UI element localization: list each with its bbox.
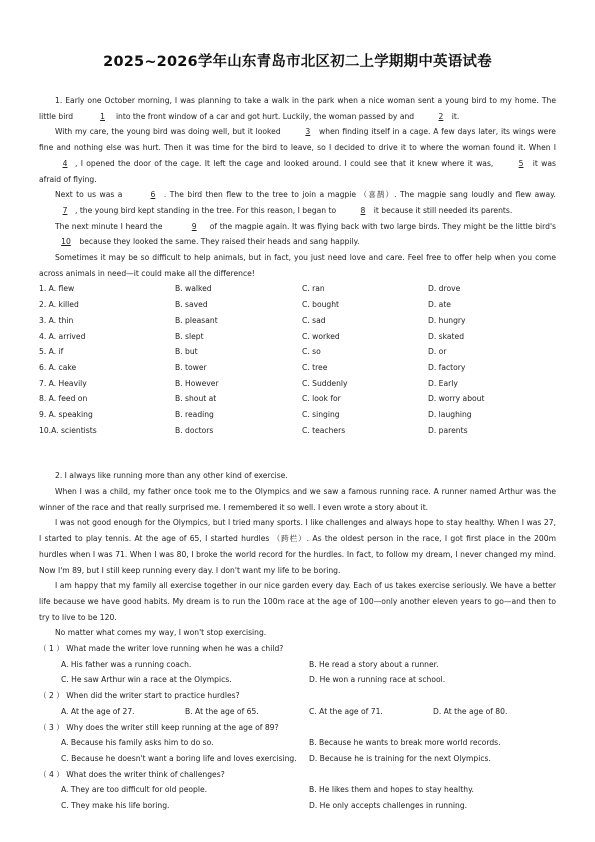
option[interactable]: D. ate <box>428 300 451 310</box>
option[interactable]: D. parents <box>428 425 468 435</box>
option[interactable]: B. slept <box>175 331 204 341</box>
question-stem: （ 2 ） When did the writer start to practice hurdles? <box>39 691 240 701</box>
option[interactable]: D. worry about <box>428 394 485 404</box>
question-3 <box>39 720 556 767</box>
option[interactable]: B. reading <box>175 409 214 419</box>
option[interactable]: C. Because he doesn't want a boring life and loves exercising. <box>61 753 297 763</box>
question-stem: （ 1 ） What made the writer love running when he was a child? <box>39 644 284 654</box>
option[interactable]: C. He saw Arthur win a race at the Olympics. <box>61 675 232 685</box>
blank-3: 3 <box>305 127 311 137</box>
blank-1: 1 <box>100 111 105 121</box>
option[interactable]: C. bought <box>302 300 340 310</box>
passage-2-paragraph-1: 2. I always like running more than any other kind of exercise. <box>55 471 288 481</box>
blank-2: 2 <box>438 111 444 121</box>
option[interactable]: B. He likes them and hopes to stay healthy. <box>309 785 474 795</box>
option[interactable]: D. Because he is training for the next Olympics. <box>309 753 491 763</box>
option[interactable]: 1. A. flew <box>39 284 75 294</box>
option[interactable]: C. singing <box>302 409 340 419</box>
question-stem: （ 4 ） What does the writer think of challenges? <box>39 769 225 779</box>
option[interactable]: C. They make his life boring. <box>61 801 170 811</box>
option[interactable]: B. shout at <box>175 394 217 404</box>
option[interactable]: A. His father was a running coach. <box>61 659 192 669</box>
option[interactable]: 7. A. Heavily <box>39 378 87 388</box>
option-row <box>39 376 556 392</box>
option[interactable]: C. look for <box>302 394 341 404</box>
option[interactable]: D. or <box>428 347 447 357</box>
option[interactable]: B. However <box>175 378 219 388</box>
blank-9: 9 <box>191 221 197 231</box>
option[interactable]: 2. A. killed <box>39 300 79 310</box>
option[interactable]: D. hungry <box>428 315 466 325</box>
option-row <box>39 313 556 329</box>
option[interactable]: C. sad <box>302 315 326 325</box>
option[interactable]: 10.A. scientists <box>39 425 97 435</box>
options-1 <box>39 281 556 438</box>
passage-1-paragraph-3: Next to us was a 6 . The bird then flew to the tree to join a magpie （喜鹊）. The magpie sang loudly and flew away. 7 , the young bird kept standing in the tree. For this reason, I began to 8 it because it still needed its parents. <box>39 187 556 218</box>
passage-2-paragraph-5: No matter what comes my way, I won't stop exercising. <box>55 628 267 638</box>
option[interactable]: C. tree <box>302 362 328 372</box>
blank-8: 8 <box>360 205 366 215</box>
option[interactable]: B. pleasant <box>175 315 218 325</box>
option[interactable]: C. At the age of 71. <box>309 706 383 716</box>
passage-1-paragraph-4: The next minute I heard the 9 of the magpie again. It was flying back with two large birds. They might be the little bird's 10 because they looked the same. They raised their heads and sang happily. <box>39 219 556 250</box>
option[interactable]: C. worked <box>302 331 340 341</box>
option[interactable]: D. He won a running race at school. <box>309 675 446 685</box>
blank-6: 6 <box>150 190 156 200</box>
option[interactable]: C. ran <box>302 284 325 294</box>
blank-4: 4 <box>62 158 68 168</box>
option-row <box>39 281 556 297</box>
question-1 <box>39 641 556 688</box>
option[interactable]: C. so <box>302 347 321 357</box>
option[interactable]: D. skated <box>428 331 465 341</box>
option[interactable]: B. tower <box>175 362 207 372</box>
option-row <box>39 329 556 345</box>
question-2 <box>39 688 556 719</box>
option[interactable]: 5. A. if <box>39 347 64 357</box>
exam-content <box>39 93 556 814</box>
passage-2 <box>39 468 556 641</box>
option[interactable]: D. He only accepts challenges in running. <box>309 801 468 811</box>
page-title: 2025~2026学年山东青岛市北区初二上学期期中英语试卷 <box>103 54 492 70</box>
option[interactable]: D. drove <box>428 284 461 294</box>
blank-7: 7 <box>62 205 68 215</box>
option[interactable]: B. walked <box>175 284 212 294</box>
option[interactable]: 8. A. feed on <box>39 394 88 404</box>
option[interactable]: C. Suddenly <box>302 378 348 388</box>
option[interactable]: D. Early <box>428 378 458 388</box>
passage-1 <box>39 93 556 281</box>
question-4 <box>39 767 556 814</box>
option[interactable]: D. factory <box>428 362 466 372</box>
option[interactable]: C. teachers <box>302 425 346 435</box>
option[interactable]: B. He read a story about a runner. <box>309 659 439 669</box>
option-row <box>39 391 556 407</box>
option[interactable]: 4. A. arrived <box>39 331 86 341</box>
questions-2 <box>39 641 556 814</box>
blank-5: 5 <box>518 158 524 168</box>
option[interactable]: D. laughing <box>428 409 472 419</box>
option[interactable]: B. but <box>175 347 198 357</box>
option-row <box>39 344 556 360</box>
option-row <box>39 423 556 439</box>
option[interactable]: 6. A. cake <box>39 362 77 372</box>
passage-1-paragraph-1: 1. Early one October morning, I was planning to take a walk in the park when a nice woman sent a young bird to my home. The little bird 1 into the front window of a car and got hurt. Luckily, the woman passed by and 2 it. <box>39 93 556 124</box>
option-row <box>39 297 556 313</box>
passage-2-paragraph-4: I am happy that my family all exercise together in our nice garden every day. Each of us takes exercise seriously. We have a better life because we have good habits. My dream is to run the 100m race at the age of 100—only another eleven years to go—and then to try to live to be 120. <box>39 581 556 622</box>
blank-10: 10 <box>61 237 71 247</box>
option[interactable]: B. saved <box>175 300 208 310</box>
option-row <box>39 360 556 376</box>
option[interactable]: B. doctors <box>175 425 214 435</box>
option[interactable]: B. Because he wants to break more world records. <box>309 738 501 748</box>
section-spacer <box>39 438 556 468</box>
passage-2-paragraph-3: I was not good enough for the Olympics, but I tried many sports. I like challenges and always hope to stay healthy. When I was 27, I started to play tennis. At the age of 65, I started hurdles （跨栏）. As the oldest person in the race, I got first place in the 200m hurdles when I was 71. When I was 80, I broke the world record for the hurdles. In fact, to follow my dream, I never changed my mind. Now I'm 89, but I still keep running every day. I don't want my life to be boring. <box>39 518 556 575</box>
option[interactable]: 9. A. speaking <box>39 409 93 419</box>
option[interactable]: A. At the age of 27. <box>61 706 135 716</box>
option[interactable]: A. Because his family asks him to do so. <box>61 738 214 748</box>
option[interactable]: B. At the age of 65. <box>185 706 259 716</box>
question-stem: （ 3 ） Why does the writer still keep running at the age of 89? <box>39 722 279 732</box>
option[interactable]: D. At the age of 80. <box>433 706 508 716</box>
option[interactable]: 3. A. thin <box>39 315 74 325</box>
passage-1-paragraph-2: With my care, the young bird was doing well, but it looked 3 when finding itself in a cage. A few days later, its wings were fine and nothing else was hurt. Then it was time for the bird to leave, so I decided to drive it to where the woman found it. When I 4 , I opened the door of the cage. It left the cage and looked around. I could see that it knew where it was, 5 it was afraid of flying. <box>39 124 556 187</box>
option-row <box>39 407 556 423</box>
option[interactable]: A. They are too difficult for old people. <box>61 785 208 795</box>
passage-1-paragraph-5: Sometimes it may be so difficult to help animals, but in fact, you just need love and care. Feel free to offer help when you come across animals in need—it could make all the difference! <box>39 253 556 278</box>
passage-2-paragraph-2: When I was a child, my father once took me to the Olympics and we saw a famous running race. A runner named Arthur was the winner of the race and that really surprised me. I remembered it so well. I even wrote a story about it. <box>39 487 556 512</box>
